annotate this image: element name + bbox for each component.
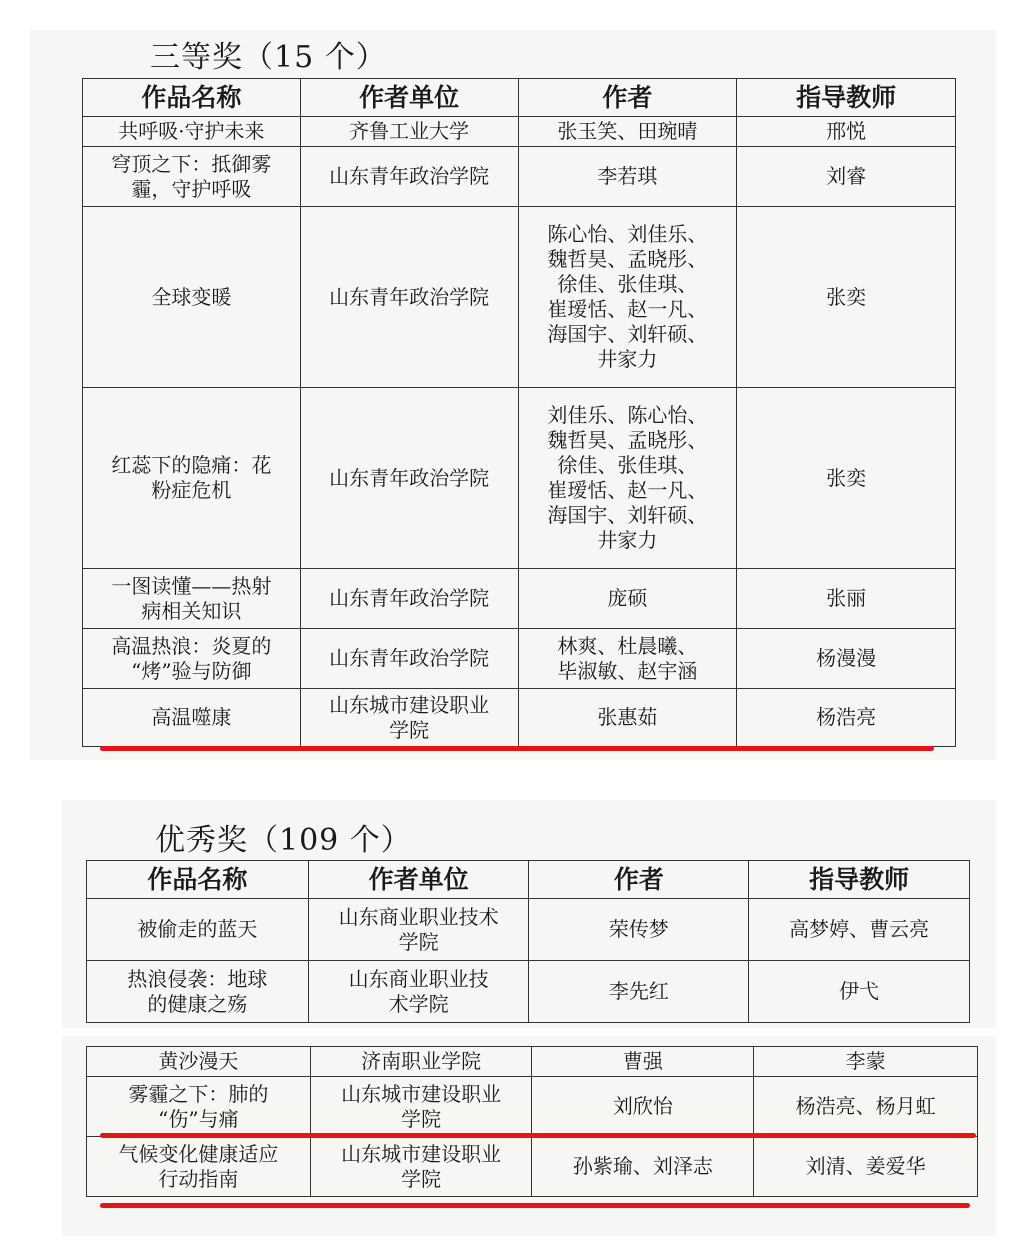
cell-work-name: 红蕊下的隐痛：花 粉症危机 [83,388,301,569]
cell-author: 庞硕 [518,569,737,629]
cell-work-name: 全球变暖 [83,207,301,388]
third-prize-table [82,78,956,747]
cell-author-unit: 山东城市建设职业 学院 [310,1077,532,1137]
cell-author-unit: 山东青年政治学院 [300,569,518,629]
cell-advisor: 邢悦 [737,117,956,147]
excellence-prize-table [86,860,970,1023]
cell-work-name: 穹顶之下：抵御雾 霾，守护呼吸 [83,147,301,207]
header-work-name: 作品名称 [83,79,301,117]
cell-author: 陈心怡、刘佳乐、 魏哲昊、孟晓彤、 徐佳、张佳琪、 崔瑷恬、赵一凡、 海国宇、刘轩硕、 井家力 [518,207,737,388]
cell-work-name: 高温热浪：炎夏的 “烤”验与防御 [83,629,301,689]
table-row [83,689,956,747]
cell-author-unit: 济南职业学院 [310,1047,532,1077]
red-underline-mark [100,1133,976,1138]
table-row [83,207,956,388]
header-work-name: 作品名称 [87,861,309,899]
table-header-row [83,79,956,117]
cell-author-unit: 山东青年政治学院 [300,207,518,388]
cell-author: 刘佳乐、陈心怡、 魏哲昊、孟晓彤、 徐佳、张佳琪、 崔瑷恬、赵一凡、 海国宇、刘轩硕、 井家力 [518,388,737,569]
cell-work-name: 高温噬康 [83,689,301,747]
table-row [87,899,970,961]
cell-work-name: 一图读懂——热射 病相关知识 [83,569,301,629]
cell-advisor: 伊弋 [749,961,970,1023]
table-row [83,629,956,689]
header-advisor: 指导教师 [749,861,970,899]
cell-author: 曹强 [532,1047,754,1077]
cell-author: 林爽、杜晨曦、 毕淑敏、赵宇涵 [518,629,737,689]
cell-author: 张玉笑、田琬晴 [518,117,737,147]
red-underline-mark [100,1203,970,1208]
cell-work-name: 雾霾之下：肺的 “伤”与痛 [87,1077,311,1137]
cell-advisor: 刘睿 [737,147,956,207]
cell-work-name: 共呼吸·守护未来 [83,117,301,147]
red-underline-mark [100,746,934,751]
cell-author-unit: 山东商业职业技术 学院 [308,899,529,961]
cell-author-unit: 山东青年政治学院 [300,388,518,569]
cell-author: 李若琪 [518,147,737,207]
cell-author: 孙紫瑜、刘泽志 [532,1137,754,1197]
table-row [87,1077,978,1137]
header-author: 作者 [529,861,749,899]
cell-advisor: 杨漫漫 [737,629,956,689]
table-row [83,569,956,629]
cell-author-unit: 山东城市建设职业 学院 [310,1137,532,1197]
cell-author-unit: 山东青年政治学院 [300,147,518,207]
cell-advisor: 李蒙 [754,1047,978,1077]
header-advisor: 指导教师 [737,79,956,117]
cell-advisor: 高梦婷、曹云亮 [749,899,970,961]
cell-author-unit: 齐鲁工业大学 [300,117,518,147]
cell-advisor: 杨浩亮、杨月虹 [754,1077,978,1137]
header-author: 作者 [518,79,737,117]
cell-author: 刘欣怡 [532,1077,754,1137]
cell-author: 李先红 [529,961,749,1023]
cell-work-name: 热浪侵袭：地球 的健康之殇 [87,961,309,1023]
cell-advisor: 张丽 [737,569,956,629]
cell-author-unit: 山东青年政治学院 [300,629,518,689]
cell-author-unit: 山东商业职业技 术学院 [308,961,529,1023]
section-title-excellence-prize: 优秀奖（109 个） [155,823,412,858]
cell-advisor: 张奕 [737,388,956,569]
table-row [83,117,956,147]
cell-work-name: 气候变化健康适应 行动指南 [87,1137,311,1197]
table-row [87,1047,978,1077]
cell-work-name: 黄沙漫天 [87,1047,311,1077]
table-row [83,147,956,207]
cell-work-name: 被偷走的蓝天 [87,899,309,961]
cell-author: 荣传梦 [529,899,749,961]
cell-advisor: 杨浩亮 [737,689,956,747]
cell-author-unit: 山东城市建设职业 学院 [300,689,518,747]
excellence-prize-table-continued [86,1046,978,1197]
header-author-unit: 作者单位 [300,79,518,117]
section-title-third-prize: 三等奖（15 个） [150,40,387,75]
table-header-row [87,861,970,899]
cell-advisor: 刘清、姜爱华 [754,1137,978,1197]
table-row [87,1137,978,1197]
header-author-unit: 作者单位 [308,861,529,899]
cell-advisor: 张奕 [737,207,956,388]
table-row [87,961,970,1023]
cell-author: 张惠茹 [518,689,737,747]
table-row [83,388,956,569]
